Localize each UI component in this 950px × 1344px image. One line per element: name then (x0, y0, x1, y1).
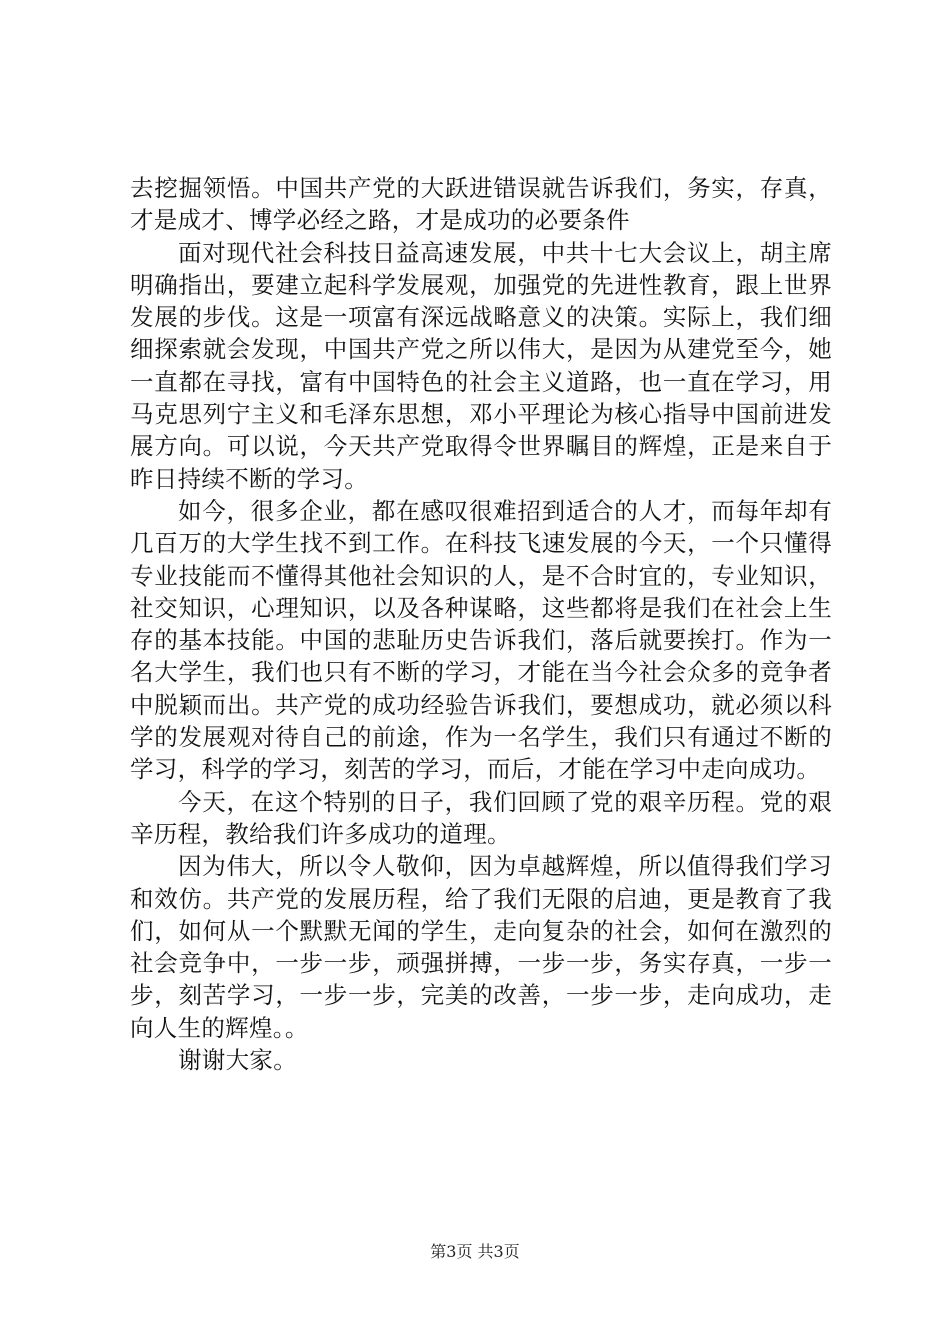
document-body (130, 172, 832, 1076)
paragraph-continuation: 去挖掘领悟。中国共产党的大跃进错误就告诉我们，务实，存真，才是成才、博学必经之路，才是成功的必要条件 (130, 174, 832, 235)
paragraph: 今天，在这个特别的日子，我们回顾了党的艰辛历程。党的艰辛历程，教给我们许多成功的道理。 (130, 787, 832, 848)
paragraph: 面对现代社会科技日益高速发展，中共十七大会议上，胡主席明确指出，要建立起科学发展观，加强党的先进性教育，跟上世界发展的步伐。这是一项富有深远战略意义的决策。实际上，我们细细探索就会发现，中国共产党之所以伟大，是因为从建党至今，她一直都在寻找，富有中国特色的社会主义道路，也一直在学习，用马克思列宁主义和毛泽东思想，邓小平理论为核心指导中国前进发展方向。可以说，今天共产党取得令世界瞩目的辉煌，正是来自于昨日持续不断的学习。 (130, 238, 832, 493)
closing-line: 谢谢大家。 (178, 1046, 297, 1075)
page-number-footer: 第3页 共3页 (430, 1242, 520, 1261)
paragraph: 因为伟大，所以令人敬仰，因为卓越辉煌，所以值得我们学习和效仿。共产党的发展历程，给了我们无限的启迪，更是教育了我们，如何从一个默默无闻的学生，走向复杂的社会，如何在激烈的社会竞争中，一步一步，顽强拼搏，一步一步，务实存真，一步一步，刻苦学习，一步一步，完美的改善，一步一步，走向成功，走向人生的辉煌。。 (130, 852, 832, 1042)
paragraph: 如今，很多企业，都在感叹很难招到适合的人才，而每年却有几百万的大学生找不到工作。在科技飞速发展的今天，一个只懂得专业技能而不懂得其他社会知识的人，是不合时宜的，专业知识，社交知识，心理知识，以及各种谋略，这些都将是我们在社会上生存的基本技能。中国的悲耻历史告诉我们，落后就要挨打。作为一名大学生，我们也只有不断的学习，才能在当今社会众多的竞争者中脱颖而出。共产党的成功经验告诉我们，要想成功，就必须以科学的发展观对待自己的前途，作为一名学生，我们只有通过不断的学习，科学的学习，刻苦的学习，而后，才能在学习中走向成功。 (130, 496, 832, 784)
